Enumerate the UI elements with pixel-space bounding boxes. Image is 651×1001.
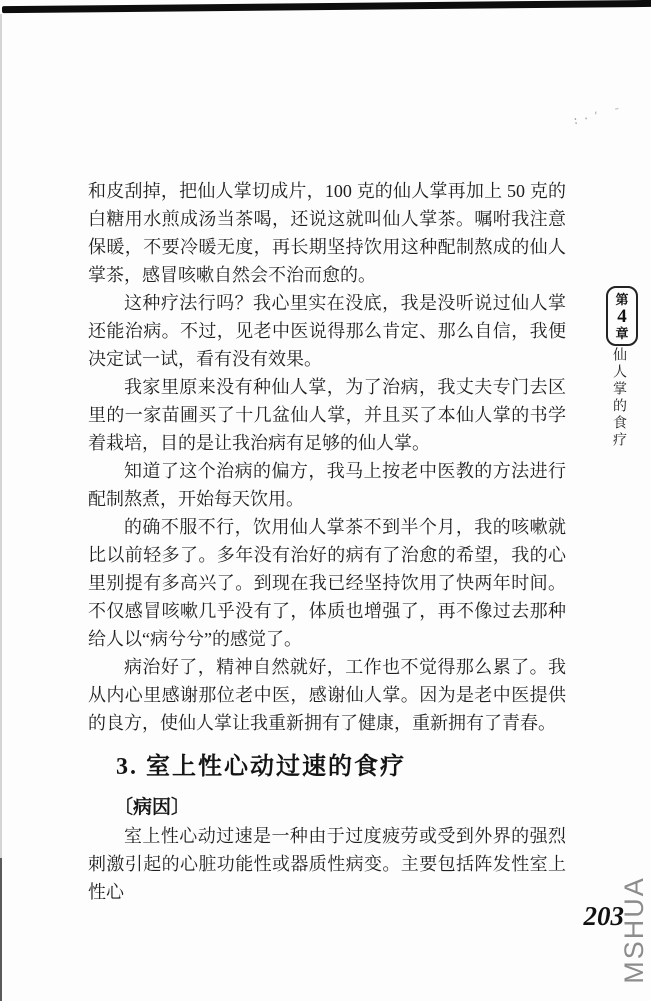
paragraph: 我家里原来没有种仙人掌，为了治病，我丈夫专门去区里的一家苗圃买了十几盆仙人掌，并且买了本仙人掌的书学着栽培，目的是让我治病有足够的仙人掌。	[88, 377, 566, 453]
section-heading: 3. 室上性心动过速的食疗	[116, 754, 406, 780]
page-body-text	[88, 177, 566, 906]
paragraph: 知道了这个治病的偏方，我马上按老中医教的方法进行配制熬煮，开始每天饮用。	[88, 461, 566, 509]
page-number: 203	[583, 901, 624, 931]
scan-left-edge-line-dark	[0, 858, 2, 1001]
scan-top-edge-artifact	[2, 0, 651, 13]
paragraph: 这种疗法行吗？我心里实在没底，我是没听说过仙人掌还能治病。不过，见老中医说得那么肯定、那么自信，我便决定试一试，看有没有效果。	[88, 293, 566, 369]
chapter-badge-suffix: 章	[615, 326, 629, 341]
chapter-badge-prefix: 第	[615, 292, 629, 307]
chapter-badge	[606, 286, 638, 346]
chapter-title-vertical: 仙人掌的食疗	[612, 347, 628, 449]
watermark: MSHUA	[619, 876, 649, 984]
cause-section-label: 〔病因〕	[114, 797, 191, 818]
pencil-smudge-mark: :·ʹ ˉ	[571, 105, 626, 128]
scan-left-edge-line	[0, 14, 2, 1001]
paragraph: 和皮刮掉，把仙人掌切成片，100 克的仙人掌再加上 50 克的白糖用水煎成汤当茶喝，还说这就叫仙人掌茶。嘱咐我注意保暖，不要冷暖无度，再长期坚持饮用这种配制熬成的仙人掌茶，感冒咳嗽自然会不治而愈的。	[88, 181, 566, 285]
paragraph: 病治好了，精神自然就好，工作也不觉得那么累了。我从内心里感谢那位老中医，感谢仙人掌。因为是老中医提供的良方，使仙人掌让我重新拥有了健康，重新拥有了青春。	[88, 657, 566, 733]
chapter-badge-number: 4	[617, 306, 627, 327]
paragraph: 的确不服不行，饮用仙人掌茶不到半个月，我的咳嗽就比以前轻多了。多年没有治好的病有了治愈的希望，我的心里别提有多高兴了。到现在我已经坚持饮用了快两年时间。不仅感冒咳嗽几乎没有了，体质也增强了，再不像过去那种给人以“病兮兮”的感觉了。	[88, 517, 566, 649]
paragraph: 室上性心动过速是一种由于过度疲劳或受到外界的强烈刺激引起的心脏功能性或器质性病变。主要包括阵发性室上性心	[88, 826, 566, 902]
